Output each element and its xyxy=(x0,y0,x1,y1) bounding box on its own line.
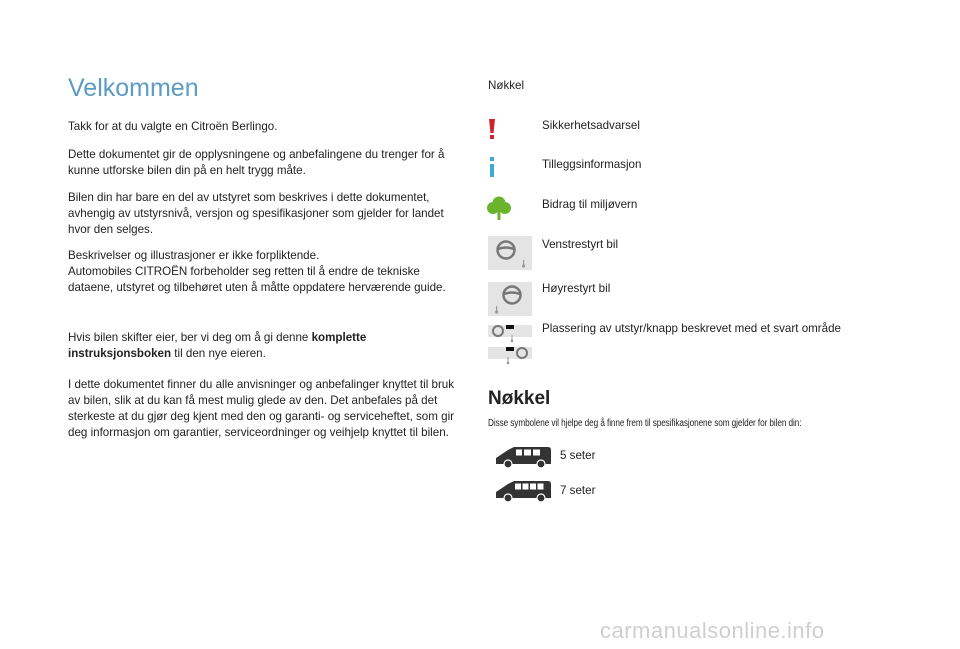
watermark: carmanualsonline.info xyxy=(600,618,825,643)
key-label-left-hand-drive: Venstrestyrt bil xyxy=(542,238,619,251)
steering-wheel-left-icon xyxy=(488,236,532,270)
key-label-right-hand-drive: Høyrestyrt bil xyxy=(542,282,611,295)
steering-wheel-right-icon xyxy=(488,282,532,316)
paragraph-recommendations: I dette dokumentet finner du alle anvisninger og anbefalinger knyttet til bruk av bilen, slik at du kan få mest mulig glede av den. Det anbefales på det sterkeste at du gjør deg kjent med den og garanti- og serviceheftet, som gir deg informasjon om garantier, serviceordninger og veihjelp knyttet til bilen. xyxy=(68,378,455,439)
paragraph-equipment: Bilen din har bare en del av utstyret som beskrives i dette dokumentet, avhengig av utstyrsnivå, versjon og spesifikasjoner som gjelder for landet hvor den selges. xyxy=(68,191,444,236)
new-owner-text-pre: Hvis bilen skifter eier, ber vi deg om å gi denne xyxy=(68,331,312,344)
info-icon xyxy=(486,156,498,178)
key-label-safety: Sikkerhetsadvarsel xyxy=(542,119,640,132)
van-7-seats-icon xyxy=(494,478,554,504)
new-owner-text-bold: komplette instruksjonsboken xyxy=(68,331,367,360)
exclamation-icon xyxy=(486,118,498,140)
van-5-seats-icon xyxy=(494,444,554,470)
key-section-intro: Disse symbolene vil hjelpe deg å finne frem til spesifikasjonene som gjelder for bilen din: xyxy=(488,418,802,429)
paragraph-new-owner xyxy=(68,330,468,362)
tree-icon xyxy=(486,195,512,221)
van-label-5-seats: 5 seter xyxy=(560,449,596,462)
key-label-equipment-location: Plassering av utstyr/knapp beskrevet med et svart område xyxy=(542,322,841,335)
key-section-heading: Nøkkel xyxy=(488,388,551,409)
paragraph-thanks: Takk for at du valgte en Citroën Berlingo. xyxy=(68,120,278,133)
equipment-location-right-icon xyxy=(488,344,532,366)
disclaimer-rights: Automobiles CITROËN forbeholder seg retten til å endre de tekniske dataene, utstyret og tilbehøret uten å måtte oppdatere herværende guide. xyxy=(68,265,446,294)
key-label-environment: Bidrag til miljøvern xyxy=(542,198,638,211)
van-label-7-seats: 7 seter xyxy=(560,484,596,497)
key-label-info: Tilleggsinformasjon xyxy=(542,158,642,171)
disclaimer-line: Beskrivelser og illustrasjoner er ikke forpliktende. xyxy=(68,249,320,262)
page-title: Velkommen xyxy=(68,74,199,102)
new-owner-text-post: til den nye eieren. xyxy=(171,347,266,360)
equipment-location-icon xyxy=(488,322,532,344)
paragraph-disclaimer xyxy=(68,248,468,296)
paragraph-document-purpose: Dette dokumentet gir de opplysningene og anbefalingene du trenger for å kunne utforske bilen din på en helt trygg måte. xyxy=(68,148,445,177)
key-heading: Nøkkel xyxy=(488,79,525,92)
